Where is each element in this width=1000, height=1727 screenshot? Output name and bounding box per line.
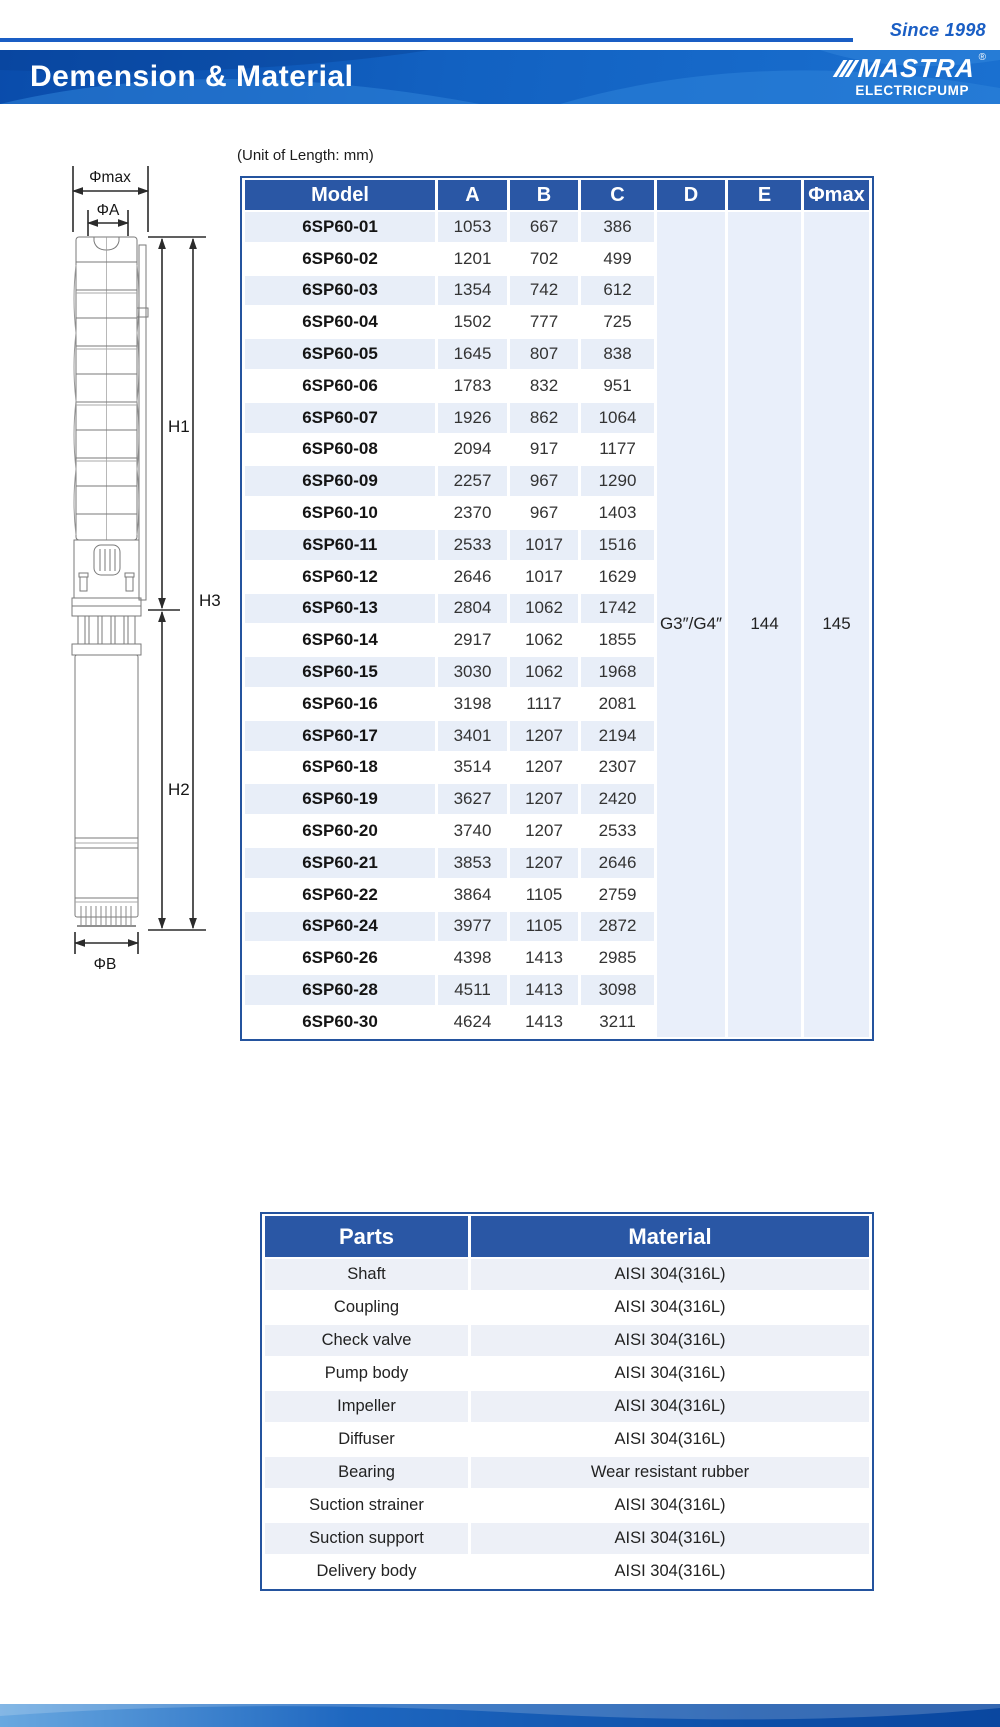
part-cell: Suction support bbox=[265, 1523, 468, 1554]
dim-value-cell: 832 bbox=[510, 371, 578, 401]
dim-value-cell: 1403 bbox=[581, 498, 654, 528]
dim-value-cell: 1502 bbox=[438, 307, 507, 337]
dim-value-cell: 1516 bbox=[581, 530, 654, 560]
dim-value-cell: 1062 bbox=[510, 625, 578, 655]
dim-value-cell: 386 bbox=[581, 212, 654, 242]
dim-value-cell: 3030 bbox=[438, 657, 507, 687]
dim-label-phia: ΦA bbox=[96, 202, 120, 219]
model-cell: 6SP60-22 bbox=[245, 880, 435, 910]
registered-mark-icon: ® bbox=[978, 52, 986, 63]
dim-value-cell: 1742 bbox=[581, 594, 654, 624]
dim-value-cell: 2370 bbox=[438, 498, 507, 528]
part-cell: Diffuser bbox=[265, 1424, 468, 1455]
model-cell: 6SP60-02 bbox=[245, 244, 435, 274]
dim-value-cell: 3740 bbox=[438, 816, 507, 846]
model-cell: 6SP60-04 bbox=[245, 307, 435, 337]
dimension-table bbox=[240, 176, 874, 1041]
merged-phimax-cell: 145 bbox=[804, 212, 869, 1037]
parts-header-row bbox=[265, 1216, 869, 1257]
model-cell: 6SP60-24 bbox=[245, 912, 435, 942]
dim-label-h2: H2 bbox=[168, 780, 190, 799]
dim-value-cell: 4624 bbox=[438, 1007, 507, 1037]
dim-value-cell: 1207 bbox=[510, 753, 578, 783]
pump-body-outline bbox=[72, 237, 148, 926]
model-cell: 6SP60-01 bbox=[245, 212, 435, 242]
part-cell: Bearing bbox=[265, 1457, 468, 1488]
dim-value-cell: 1926 bbox=[438, 403, 507, 433]
parts-table-wrap bbox=[260, 1212, 874, 1591]
material-cell: AISI 304(316L) bbox=[471, 1523, 869, 1554]
table-row bbox=[265, 1523, 869, 1554]
dim-value-cell: 951 bbox=[581, 371, 654, 401]
dim-value-cell: 1207 bbox=[510, 784, 578, 814]
model-cell: 6SP60-07 bbox=[245, 403, 435, 433]
model-cell: 6SP60-12 bbox=[245, 562, 435, 592]
part-cell: Impeller bbox=[265, 1391, 468, 1422]
dim-value-cell: 2646 bbox=[438, 562, 507, 592]
since-text: Since 1998 bbox=[889, 20, 986, 40]
dim-value-cell: 1062 bbox=[510, 594, 578, 624]
dim-value-cell: 1177 bbox=[581, 435, 654, 465]
table-row bbox=[245, 212, 869, 242]
dim-value-cell: 1354 bbox=[438, 276, 507, 306]
model-cell: 6SP60-13 bbox=[245, 594, 435, 624]
material-cell: AISI 304(316L) bbox=[471, 1490, 869, 1521]
unit-note: (Unit of Length: mm) bbox=[237, 147, 374, 164]
dim-value-cell: 807 bbox=[510, 339, 578, 369]
model-cell: 6SP60-03 bbox=[245, 276, 435, 306]
dim-value-cell: 2985 bbox=[581, 943, 654, 973]
dim-value-cell: 3853 bbox=[438, 848, 507, 878]
material-cell: AISI 304(316L) bbox=[471, 1556, 869, 1587]
dim-value-cell: 725 bbox=[581, 307, 654, 337]
dim-value-cell: 1207 bbox=[510, 721, 578, 751]
part-cell: Suction strainer bbox=[265, 1490, 468, 1521]
model-cell: 6SP60-16 bbox=[245, 689, 435, 719]
model-cell: 6SP60-26 bbox=[245, 943, 435, 973]
dim-value-cell: 917 bbox=[510, 435, 578, 465]
dim-value-cell: 1017 bbox=[510, 562, 578, 592]
dim-value-cell: 2094 bbox=[438, 435, 507, 465]
model-cell: 6SP60-19 bbox=[245, 784, 435, 814]
dim-value-cell: 2533 bbox=[581, 816, 654, 846]
dim-value-cell: 3211 bbox=[581, 1007, 654, 1037]
dim-value-cell: 2804 bbox=[438, 594, 507, 624]
dim-value-cell: 3627 bbox=[438, 784, 507, 814]
part-cell: Check valve bbox=[265, 1325, 468, 1356]
model-cell: 6SP60-09 bbox=[245, 466, 435, 496]
dim-value-cell: 2420 bbox=[581, 784, 654, 814]
model-cell: 6SP60-21 bbox=[245, 848, 435, 878]
dim-value-cell: 612 bbox=[581, 276, 654, 306]
dim-value-cell: 1017 bbox=[510, 530, 578, 560]
dim-value-cell: 1968 bbox=[581, 657, 654, 687]
col-header-b: B bbox=[510, 180, 578, 210]
dim-value-cell: 2081 bbox=[581, 689, 654, 719]
dim-label-phib: ΦB bbox=[93, 956, 117, 973]
dim-value-cell: 667 bbox=[510, 212, 578, 242]
dim-value-cell: 1207 bbox=[510, 816, 578, 846]
table-row bbox=[265, 1292, 869, 1323]
dim-value-cell: 1064 bbox=[581, 403, 654, 433]
table-row bbox=[265, 1325, 869, 1356]
table-row bbox=[265, 1424, 869, 1455]
title-banner bbox=[0, 50, 1000, 104]
dim-value-cell: 1201 bbox=[438, 244, 507, 274]
dim-value-cell: 702 bbox=[510, 244, 578, 274]
model-cell: 6SP60-14 bbox=[245, 625, 435, 655]
part-cell: Delivery body bbox=[265, 1556, 468, 1587]
dim-value-cell: 838 bbox=[581, 339, 654, 369]
dim-value-cell: 2533 bbox=[438, 530, 507, 560]
dim-value-cell: 2917 bbox=[438, 625, 507, 655]
table-row bbox=[265, 1490, 869, 1521]
dim-value-cell: 3098 bbox=[581, 975, 654, 1005]
parts-table-body bbox=[265, 1259, 869, 1587]
dimension-table-wrap bbox=[240, 176, 874, 1041]
col-header-material: Material bbox=[471, 1216, 869, 1257]
dim-label-phimax: Φmax bbox=[89, 169, 131, 186]
dim-value-cell: 1105 bbox=[510, 912, 578, 942]
material-cell: Wear resistant rubber bbox=[471, 1457, 869, 1488]
model-cell: 6SP60-11 bbox=[245, 530, 435, 560]
since-divider-line bbox=[0, 38, 853, 42]
parts-material-table bbox=[260, 1212, 874, 1591]
material-cell: AISI 304(316L) bbox=[471, 1358, 869, 1389]
dim-label-h3: H3 bbox=[199, 591, 221, 610]
dim-value-cell: 2257 bbox=[438, 466, 507, 496]
model-cell: 6SP60-10 bbox=[245, 498, 435, 528]
part-cell: Shaft bbox=[265, 1259, 468, 1290]
dim-value-cell: 1117 bbox=[510, 689, 578, 719]
dim-value-cell: 1062 bbox=[510, 657, 578, 687]
brand-row bbox=[838, 52, 986, 83]
material-cell: AISI 304(316L) bbox=[471, 1391, 869, 1422]
col-header-c: C bbox=[581, 180, 654, 210]
dim-value-cell: 3514 bbox=[438, 753, 507, 783]
dim-value-cell: 3198 bbox=[438, 689, 507, 719]
dim-label-h1: H1 bbox=[168, 417, 190, 436]
merged-e-cell: 144 bbox=[728, 212, 801, 1037]
dim-value-cell: 3864 bbox=[438, 880, 507, 910]
dim-value-cell: 1290 bbox=[581, 466, 654, 496]
model-cell: 6SP60-17 bbox=[245, 721, 435, 751]
material-cell: AISI 304(316L) bbox=[471, 1424, 869, 1455]
dim-header-row bbox=[245, 180, 869, 210]
mastra-logo bbox=[838, 52, 986, 98]
dim-table-body bbox=[245, 212, 869, 1037]
dim-value-cell: 862 bbox=[510, 403, 578, 433]
dim-value-cell: 1207 bbox=[510, 848, 578, 878]
footer-wave-decor bbox=[0, 1704, 1000, 1727]
dim-value-cell: 3977 bbox=[438, 912, 507, 942]
dim-value-cell: 1783 bbox=[438, 371, 507, 401]
dim-value-cell: 777 bbox=[510, 307, 578, 337]
dim-value-cell: 3401 bbox=[438, 721, 507, 751]
dim-value-cell: 1413 bbox=[510, 943, 578, 973]
dim-value-cell: 1855 bbox=[581, 625, 654, 655]
brand-subtitle: ELECTRICPUMP bbox=[855, 83, 970, 98]
dim-value-cell: 1629 bbox=[581, 562, 654, 592]
material-cell: AISI 304(316L) bbox=[471, 1292, 869, 1323]
col-header-e: E bbox=[728, 180, 801, 210]
logo-slashes-icon bbox=[838, 60, 854, 77]
table-row bbox=[265, 1358, 869, 1389]
dim-value-cell: 499 bbox=[581, 244, 654, 274]
material-cell: AISI 304(316L) bbox=[471, 1325, 869, 1356]
table-row bbox=[265, 1259, 869, 1290]
dim-value-cell: 2759 bbox=[581, 880, 654, 910]
model-cell: 6SP60-28 bbox=[245, 975, 435, 1005]
merged-d-cell: G3″/G4″ bbox=[657, 212, 725, 1037]
material-cell: AISI 304(316L) bbox=[471, 1259, 869, 1290]
model-cell: 6SP60-05 bbox=[245, 339, 435, 369]
dim-value-cell: 1413 bbox=[510, 1007, 578, 1037]
table-row bbox=[265, 1556, 869, 1587]
col-header-a: A bbox=[438, 180, 507, 210]
table-row bbox=[265, 1391, 869, 1422]
footer-band bbox=[0, 1704, 1000, 1727]
dim-value-cell: 2194 bbox=[581, 721, 654, 751]
model-cell: 6SP60-06 bbox=[245, 371, 435, 401]
dim-value-cell: 967 bbox=[510, 466, 578, 496]
dim-value-cell: 967 bbox=[510, 498, 578, 528]
dim-value-cell: 1053 bbox=[438, 212, 507, 242]
model-cell: 6SP60-30 bbox=[245, 1007, 435, 1037]
model-cell: 6SP60-15 bbox=[245, 657, 435, 687]
col-header-model: Model bbox=[245, 180, 435, 210]
dim-value-cell: 1413 bbox=[510, 975, 578, 1005]
model-cell: 6SP60-18 bbox=[245, 753, 435, 783]
part-cell: Pump body bbox=[265, 1358, 468, 1389]
model-cell: 6SP60-08 bbox=[245, 435, 435, 465]
model-cell: 6SP60-20 bbox=[245, 816, 435, 846]
dim-value-cell: 742 bbox=[510, 276, 578, 306]
dim-value-cell: 1645 bbox=[438, 339, 507, 369]
dim-value-cell: 2646 bbox=[581, 848, 654, 878]
dim-value-cell: 2307 bbox=[581, 753, 654, 783]
dim-value-cell: 4511 bbox=[438, 975, 507, 1005]
dim-value-cell: 1105 bbox=[510, 880, 578, 910]
col-header-parts: Parts bbox=[265, 1216, 468, 1257]
table-row bbox=[265, 1457, 869, 1488]
pump-technical-drawing bbox=[28, 140, 243, 975]
col-header-d: D bbox=[657, 180, 725, 210]
dim-value-cell: 4398 bbox=[438, 943, 507, 973]
brand-name: MASTRA bbox=[857, 53, 977, 83]
page-title: Demension & Material bbox=[30, 60, 354, 93]
part-cell: Coupling bbox=[265, 1292, 468, 1323]
dim-value-cell: 2872 bbox=[581, 912, 654, 942]
col-header-phimax: Φmax bbox=[804, 180, 869, 210]
